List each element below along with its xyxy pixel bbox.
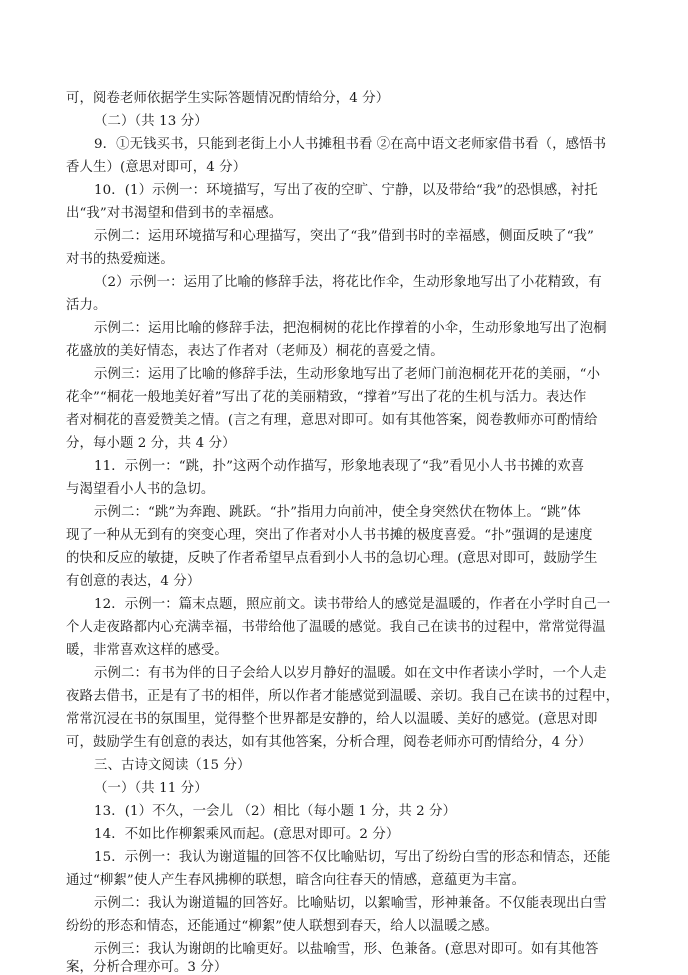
- text-line: 有创意的表达，4 分）: [66, 574, 201, 589]
- section-heading: （二）（共 13 分）: [94, 114, 208, 129]
- text-line: 可，阅卷老师依据学生实际答题情况酌情给分，4 分）: [66, 91, 390, 106]
- text-line: 夜路去借书，正是有了书的相伴，所以作者才能感觉到温暖、亲切。我自己在读书的过程中，: [66, 689, 620, 704]
- text-line: 示例二：我认为谢道韫的回答好。比喻贴切，以絮喻雪，形神兼备。不仅能表现出白雪: [94, 896, 607, 911]
- text-line: 可，鼓励学生有创意的表达，如有其他答案，分析合理，阅卷老师亦可酌情给分，4 分）: [66, 735, 592, 750]
- text-line: 9．①无钱买书，只能到老街上小人书摊租书看 ②在高中语文老师家借书看（，感悟书: [94, 137, 607, 152]
- text-line: 示例二：运用比喻的修辞手法，把泡桐树的花比作撑着的小伞，生动形象地写出了泡桐: [94, 321, 607, 336]
- text-line: 个人走夜路都内心充满幸福，书带给他了温暖的感觉。我自己在读书的过程中，常常觉得温: [66, 620, 606, 635]
- text-line: （2）示例一：运用了比喻的修辞手法，将花比作伞，生动形象地写出了小花精致，有: [94, 275, 602, 290]
- section-heading: 三、古诗文阅读（15 分）: [94, 758, 251, 773]
- text-line: 12．示例一：篇末点题，照应前文。读书带给人的感觉是温暖的，作者在小学时自己一: [94, 597, 611, 612]
- text-line: 出“我”对书渴望和借到书的幸福感。: [66, 206, 283, 221]
- text-line: 活力。: [66, 298, 107, 313]
- text-line: 香人生）(意思对即可，4 分）: [66, 160, 247, 175]
- text-line: 与渴望看小人书的急切。: [66, 482, 215, 497]
- text-line: 10．(1）示例一：环境描写，写出了夜的空旷、宁静，以及带给“我”的恐惧感，衬托: [94, 183, 598, 198]
- text-line: 花伞”“桐花一般地美好着”写出了花的美丽精致，“撑着”写出了花的生机与活力。表达作: [66, 390, 587, 405]
- text-line: 案，分析合理亦可。3 分）: [66, 960, 228, 975]
- text-line: 13．(1）不久，一会儿 （2）相比（每小题 1 分，共 2 分）: [94, 804, 457, 819]
- text-line: 15．示例一：我认为谢道韫的回答不仅比喻贴切，写出了纷纷白雪的形态和情态，还能: [94, 850, 611, 865]
- text-line: 示例三：运用了比喻的修辞手法，生动形象地写出了老师门前泡桐花开花的美丽，“小: [94, 367, 601, 382]
- text-line: 14．不如比作柳絮乘风而起。(意思对即可。2 分）: [94, 827, 400, 842]
- text-line: 示例三：我认为谢朗的比喻更好。以盐喻雪，形、色兼备。(意思对即可。如有其他答: [94, 942, 599, 957]
- text-line: 花盛放的美好情态，表达了作者对（老师及）桐花的喜爱之情。: [66, 344, 444, 359]
- text-line: 11．示例一：“跳，扑”这两个动作描写，形象地表现了“我”看见小人书书摊的欢喜: [94, 459, 585, 474]
- text-line: 者对桐花的喜爱赞美之情。(言之有理，意思对即可。如有其他答案，阅卷教师亦可酌情给: [66, 413, 598, 428]
- text-line: 的快和反应的敏捷，反映了作者希望早点看到小人书的急切心理。(意思对即可，鼓励学生: [66, 551, 598, 566]
- text-line: 纷纷的形态和情态，还能通过“柳絮”使人联想到春天，给人以温暖之感。: [66, 919, 499, 934]
- text-line: 示例二：有书为伴的日子会给人以岁月静好的温暖。如在文中作者读小学时，一个人走: [94, 666, 607, 681]
- text-line: 对书的热爱痴迷。: [66, 252, 174, 267]
- text-line: 分，每小题 2 分，共 4 分）: [66, 436, 236, 451]
- text-line: 暖，非常喜欢这样的感受。: [66, 643, 228, 658]
- section-heading: （一）（共 11 分）: [94, 781, 208, 796]
- text-line: 示例二：运用环境描写和心理描写，突出了“我”借到书时的幸福感，侧面反映了“我”: [94, 229, 594, 244]
- text-line: 现了一种从无到有的突变心理，突出了作者对小人书书摊的极度喜爱。“扑”强调的是速度: [66, 528, 593, 543]
- text-line: 示例二：“跳”为奔跑、跳跃。“扑”指用力向前冲，使全身突然伏在物体上。“跳”体: [94, 505, 581, 520]
- text-line: 常常沉浸在书的氛围里，觉得整个世界都是安静的，给人以温暖、美好的感觉。(意思对即: [66, 712, 598, 727]
- text-line: 通过“柳絮”使人产生春风拂柳的联想，暗含向往春天的情感，意蕴更为丰富。: [66, 873, 526, 888]
